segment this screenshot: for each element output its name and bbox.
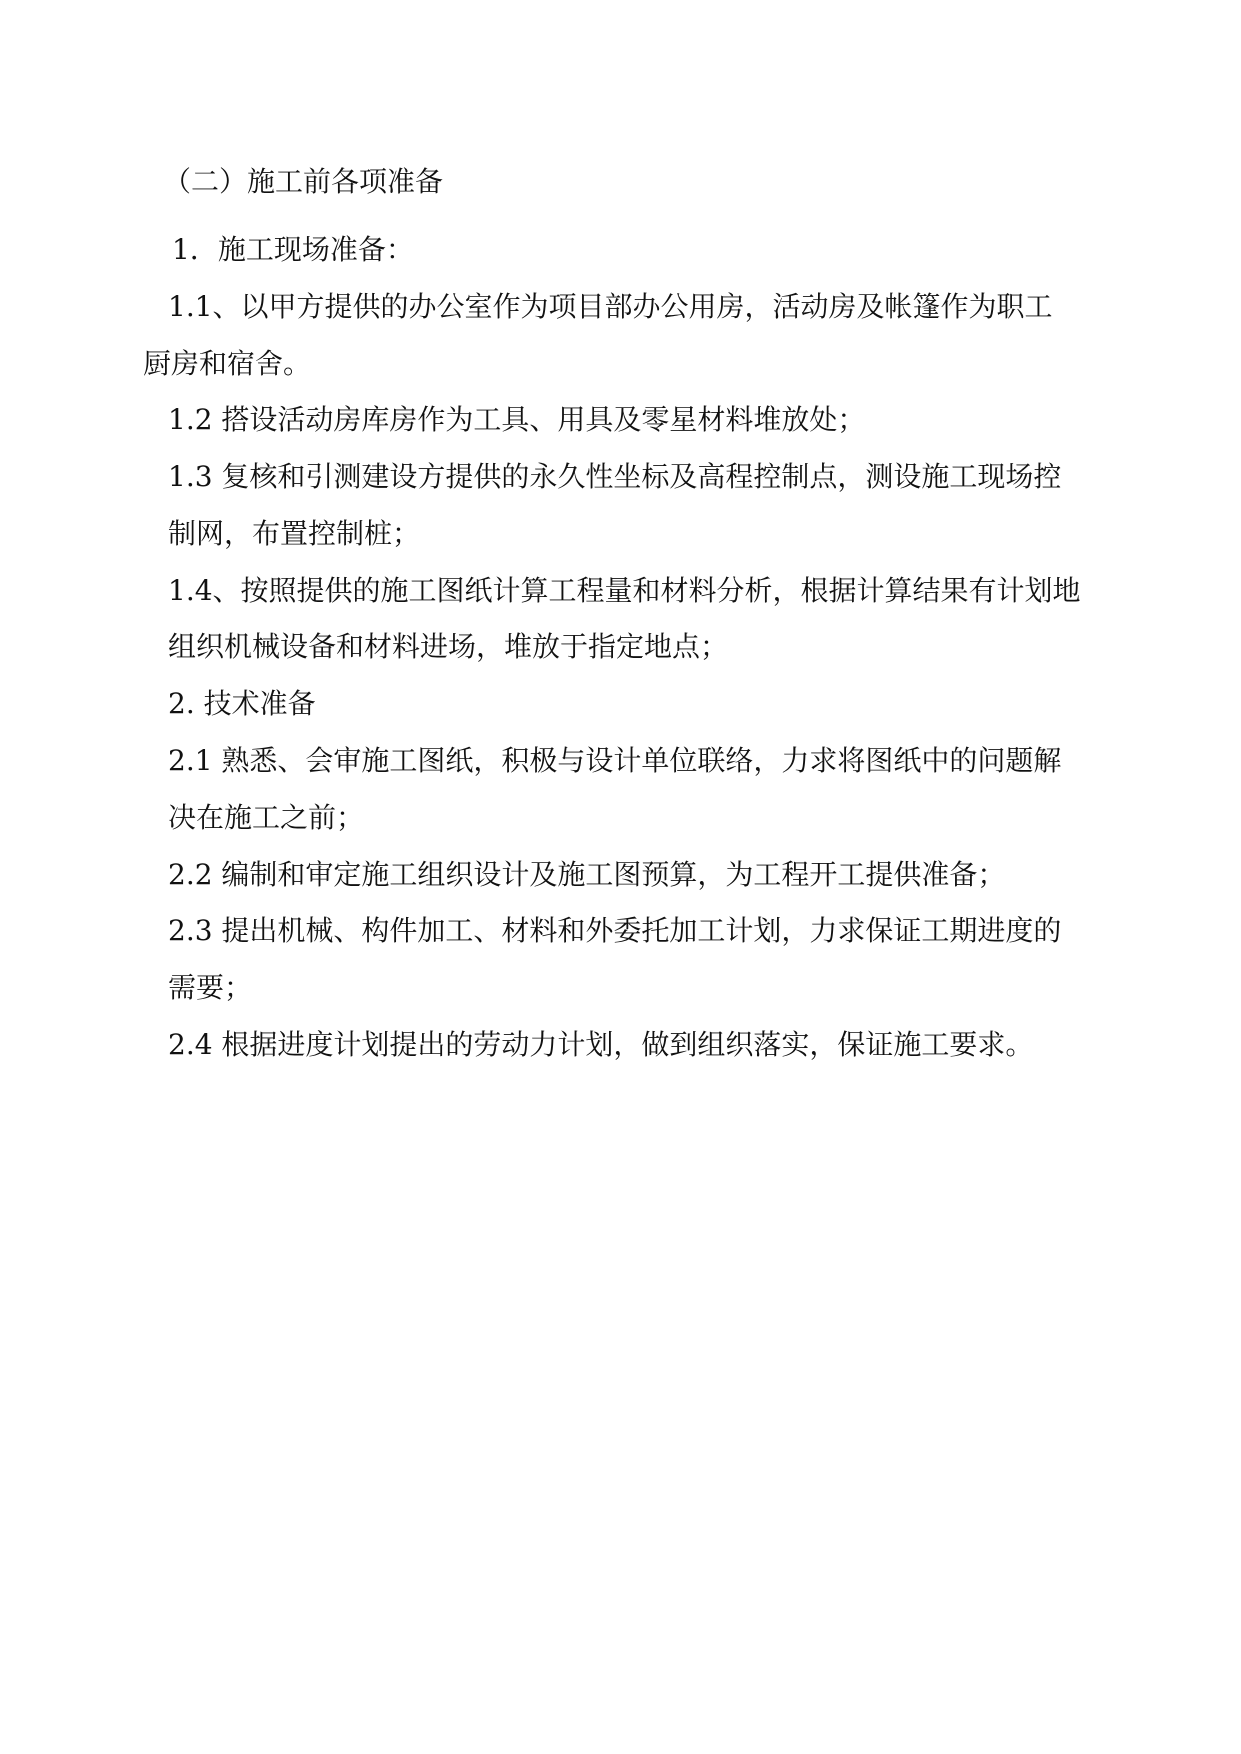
item-2-4: 2.4 根据进度计划提出的劳动力计划，做到组织落实，保证施工要求。 <box>168 1028 1034 1061</box>
item-1-1-line-2: 厨房和宿舍。 <box>143 347 312 380</box>
item-2-2: 2.2 编制和审定施工组织设计及施工图预算，为工程开工提供准备； <box>168 858 1006 891</box>
item-1-4-line-1: 1.4、按照提供的施工图纸计算工程量和材料分析，根据计算结果有计划地 <box>168 574 1081 607</box>
item-2-3-line-1: 2.3 提出机械、构件加工、材料和外委托加工计划，力求保证工期进度的 <box>168 914 1062 947</box>
item-heading-site-preparation: 1．施工现场准备： <box>172 233 414 266</box>
item-2-1-line-2: 决在施工之前； <box>168 801 365 834</box>
item-2-3-line-2: 需要； <box>168 971 253 1004</box>
item-2-1-line-1: 2.1 熟悉、会审施工图纸，积极与设计单位联络，力求将图纸中的问题解 <box>168 744 1062 777</box>
item-1-4-line-2: 组织机械设备和材料进场，堆放于指定地点； <box>168 630 729 663</box>
item-1-3-line-1: 1.3 复核和引测建设方提供的永久性坐标及高程控制点，测设施工现场控 <box>168 460 1062 493</box>
item-1-3-line-2: 制网，布置控制桩； <box>168 517 421 550</box>
item-1-1-line-1: 1.1、以甲方提供的办公室作为项目部办公用房，活动房及帐篷作为职工 <box>168 290 1053 323</box>
section-heading: （二）施工前各项准备 <box>163 165 444 198</box>
item-heading-technical-preparation: 2. 技术准备 <box>168 687 316 720</box>
item-1-2: 1.2 搭设活动房库房作为工具、用具及零星材料堆放处； <box>168 403 866 436</box>
